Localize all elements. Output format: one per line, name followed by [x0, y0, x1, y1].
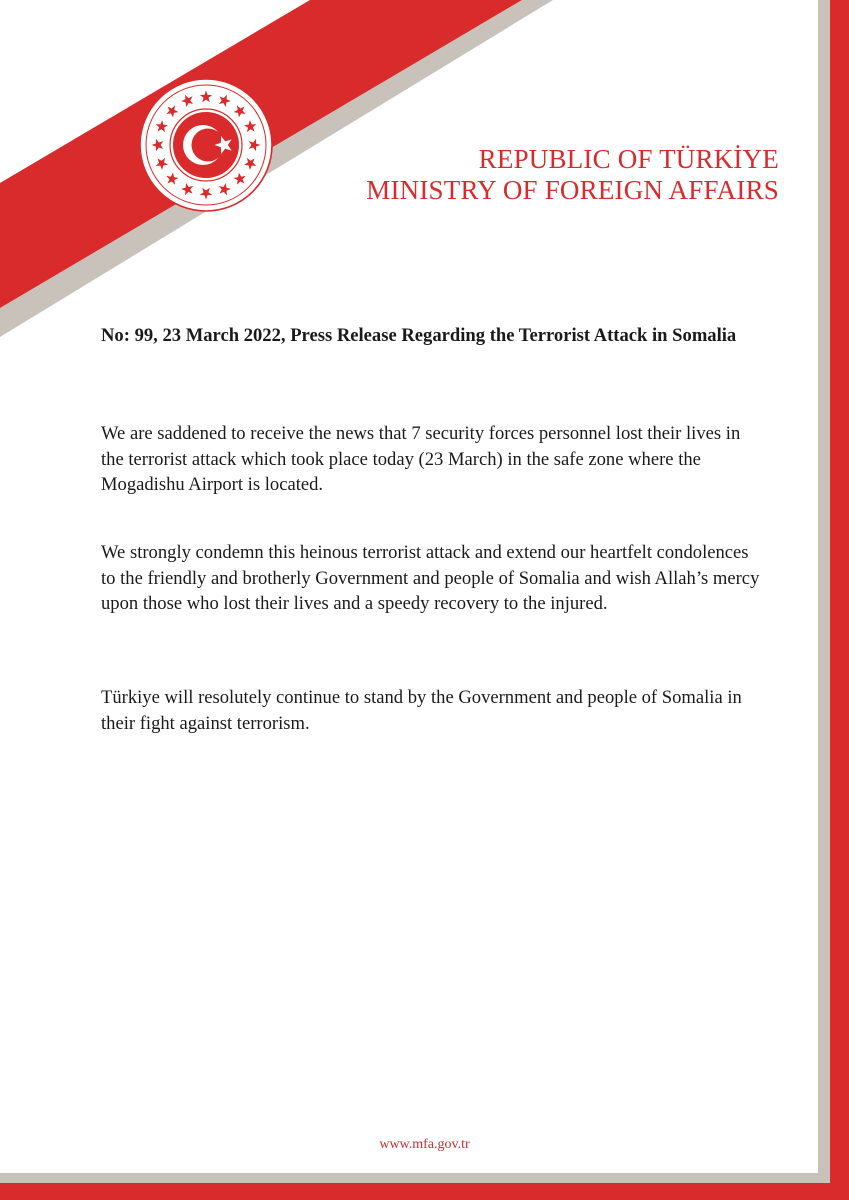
- ministry-name: MINISTRY OF FOREIGN AFFAIRS: [366, 175, 779, 205]
- ministry-letterhead-title: [366, 144, 779, 206]
- body-paragraph-3: Türkiye will resolutely continue to stand by the Government and people of Somalia in their fight against terrorism.: [101, 687, 742, 734]
- turkish-state-emblem-icon: [138, 77, 274, 213]
- press-release-title: No: 99, 23 March 2022, Press Release Regarding the Terrorist Attack in Somalia: [101, 325, 737, 346]
- body-paragraph-1: We are saddened to receive the news that 7 security forces personnel lost their lives in the terrorist attack which took place today (23 March) in the safe zone where the Mogadishu Airport is located.: [101, 423, 741, 495]
- country-name: REPUBLIC OF TÜRKİYE: [478, 144, 779, 174]
- body-paragraph-2: We strongly condemn this heinous terrorist attack and extend our heartfelt condolences to the friendly and brotherly Government and people of Somalia and wish Allah’s mercy upon those who lost their lives and a speedy recovery to the injured.: [101, 542, 760, 614]
- website-link[interactable]: www.mfa.gov.tr: [379, 1137, 470, 1152]
